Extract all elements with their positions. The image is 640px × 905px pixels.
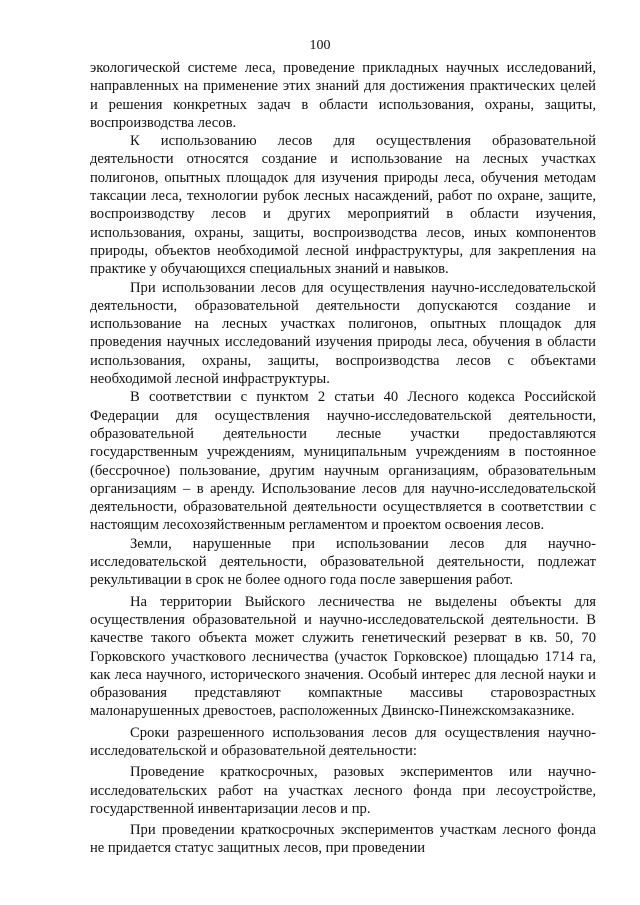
page-number: 100 <box>309 38 331 53</box>
paragraph-5: Земли, нарушенные при использовании лесов для научно-исследовательской деятельности, образовательной деятельности, подлежат рекультивации в срок не более одного года после завершения работ. <box>90 535 596 589</box>
paragraph-6: На территории Выйского лесничества не выделены объекты для осуществления образовательной и научно-исследовательской деятельности. В качестве такого объекта может служить генетический резерват в кв. 50, 70 Горковского участкового лесничества (участок Горковское) площадью 1714 га, как леса научного, исторического значения. Особый интерес для лесной науки и образования представляют компактные массивы старовозрастных малонарушенных древостоев, расположенных Двинско-Пинежскомзаказнике. <box>90 593 596 720</box>
paragraph-3: При использовании лесов для осуществления научно-исследовательской деятельности, образовательной деятельности допускаются создание и использование на лесных участках полигонов, опытных площадок для проведения научных исследований изучения природы леса, обучения в области использования, охраны, защиты, воспроизводства лесов с объектами необходимой лесной инфраструктуры. <box>90 279 596 388</box>
paragraph-2: К использованию лесов для осуществления образовательной деятельности относятся создание и использование на лесных участках полигонов, опытных площадок для изучения природы леса, обучения методам таксации леса, технологии рубок лесных насаждений, работ по охране, защите, воспроизводству лесов и других мероприятий в области изучения, использования, охраны, защиты, воспроизводства лесов, иных компонентов природы, объектов необходимой лесной инфраструктуры, для закрепления на практике у обучающихся специальных знаний и навыков. <box>90 133 596 278</box>
paragraph-8: Проведение краткосрочных, разовых экспериментов или научно-исследовательских работ на участках лесного фонда при лесоустройстве, государственной инвентаризации лесов и пр. <box>90 764 596 817</box>
paragraph-9: При проведении краткосрочных экспериментов участкам лесного фонда не придается статус защитных лесов, при проведении <box>90 822 596 857</box>
body-text <box>90 59 596 858</box>
paragraph-4: В соответствии с пунктом 2 статьи 40 Лесного кодекса Российской Федерации для осуществления научно-исследовательской деятельности, образовательной деятельности лесные участки предоставляются государственным учреждениям, муниципальным учреждениям в постоянное (бессрочное) пользование, другим научным организациям, образовательным организациям – в аренду. Использование лесов для научно-исследовательской деятельности, образовательной деятельности осуществляется в соответствии с настоящим лесохозяйственным регламентом и проектом освоения лесов. <box>90 389 596 534</box>
paragraph-1: экологической системе леса, проведение прикладных научных исследований, направленных на применение этих знаний для достижения практических целей и решения конкретных задач в области использования, охраны, защиты, воспроизводства лесов. <box>90 60 596 131</box>
paragraph-7: Сроки разрешенного использования лесов для осуществления научно-исследовательской и образовательной деятельности: <box>90 724 596 759</box>
